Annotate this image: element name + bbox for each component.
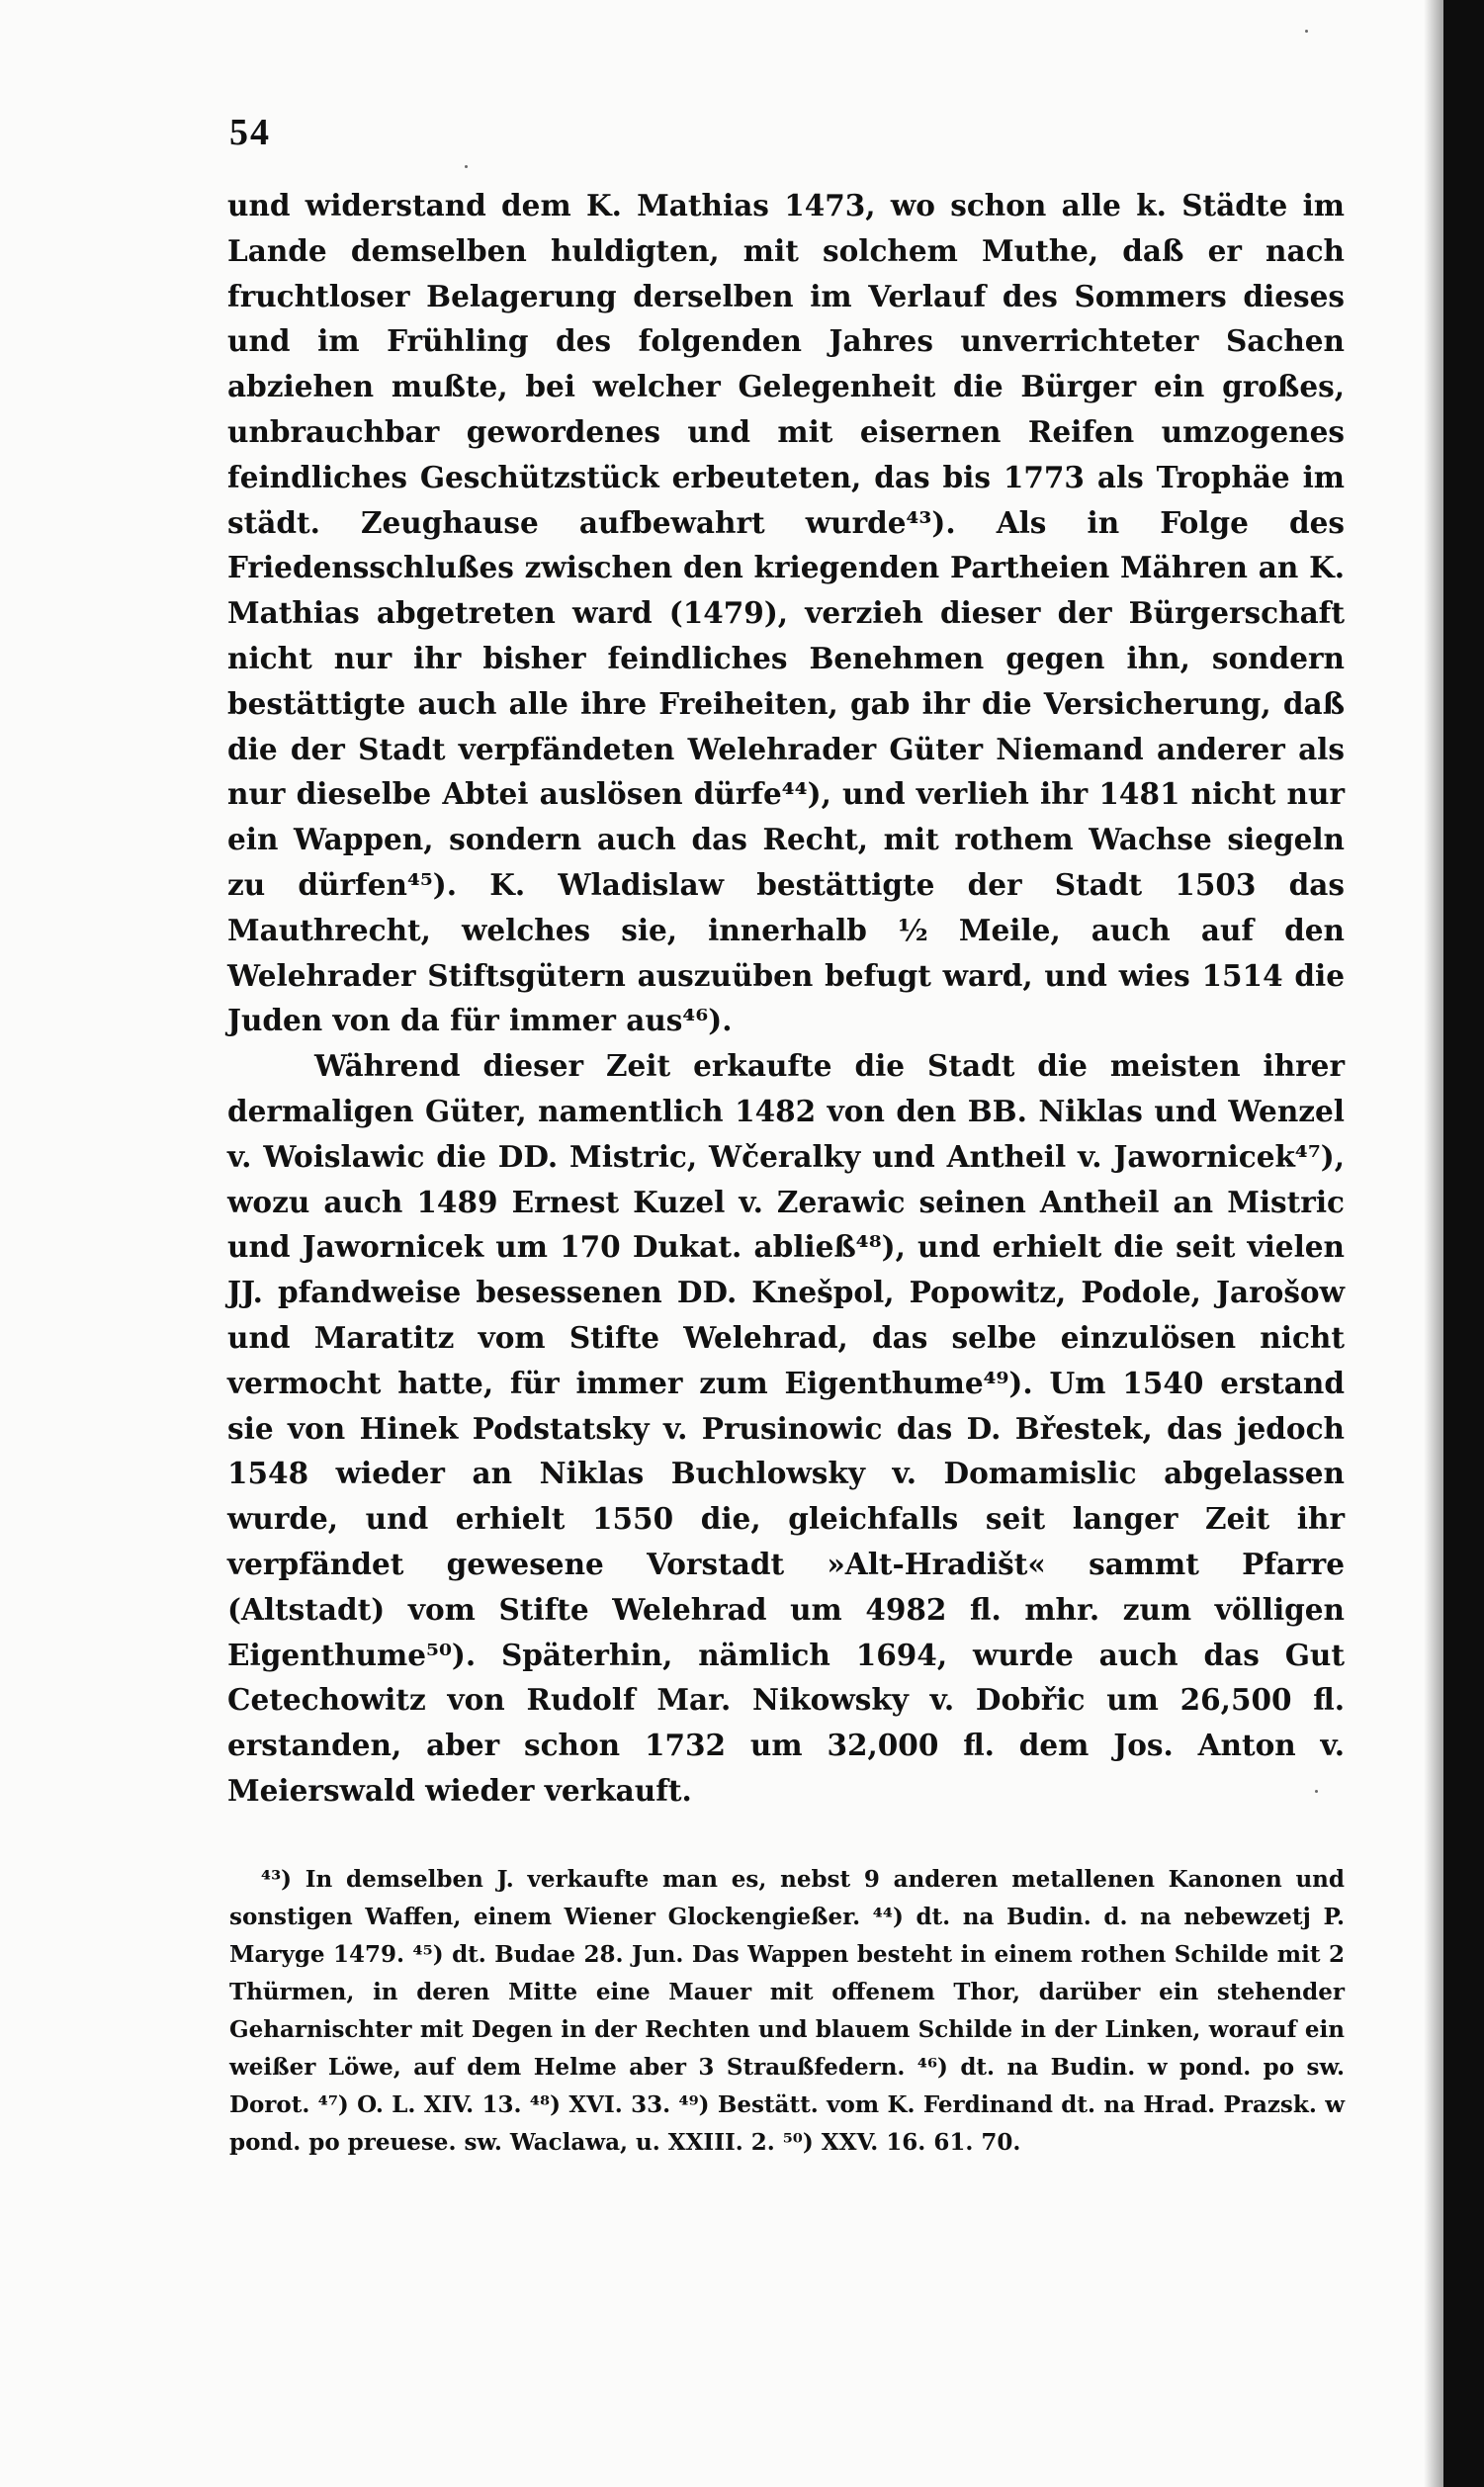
footnotes <box>229 1861 1345 2162</box>
main-text <box>227 183 1345 1814</box>
book-binding-edge <box>1443 0 1484 2487</box>
page-edge-shadow <box>1424 0 1443 2487</box>
page-number: 54 <box>229 112 271 153</box>
scan-speck <box>1305 30 1308 33</box>
footnotes-text: ⁴³) In demselben J. verkaufte man es, nebst 9 anderen metallenen Kanonen und sonstigen Waffen, einem Wiener Glockengießer. ⁴⁴) dt. na Budin. d. na nebewzetj P. Maryge 1479. ⁴⁵) dt. Budae 28. Jun. Das Wappen besteht in einem rothen Schilde mit 2 Thürmen, in deren Mitte eine Mauer mit offenem Thor, darüber ein stehender Geharnischter mit Degen in der Rechten und blauem Schilde in der Linken, worauf ein weißer Löwe, auf dem Helme aber 3 Straußfedern. ⁴⁶) dt. na Budin. w pond. po sw. Dorot. ⁴⁷) O. L. XIV. 13. ⁴⁸) XVI. 33. ⁴⁹) Bestätt. vom K. Ferdinand dt. na Hrad. Prazsk. w pond. po preuese. sw. Waclawa, u. XXIII. 2. ⁵⁰) XXV. 16. 61. 70. <box>229 1866 1345 2156</box>
scan-speck <box>465 165 468 168</box>
paragraph-2: Während dieser Zeit erkaufte die Stadt die meisten ihrer dermaligen Güter, namentlich 1482 von den BB. Niklas und Wenzel v. Woislawic die DD. Mistric, Wčeralky und Antheil v. Jawornicek⁴⁷), wozu auch 1489 Ernest Kuzel v. Zerawic seinen Antheil an Mistric und Jawornicek um 170 Dukat. abließ⁴⁸), und erhielt die seit vielen JJ. pfandweise besessenen DD. Knešpol, Popowitz, Podole, Jarošow und Maratitz vom Stifte Welehrad, das selbe einzulösen nicht vermocht hatte, für immer zum Eigenthume⁴⁹). Um 1540 erstand sie von Hinek Podstatsky v. Prusinowic das D. Břestek, das jedoch 1548 wieder an Niklas Buchlowsky v. Domamislic abgelassen wurde, und erhielt 1550 die, gleichfalls seit langer Zeit ihr verpfändet gewesene Vorstadt »Alt-Hradišt« sammt Pfarre (Altstadt) vom Stifte Welehrad um 4982 fl. mhr. zum völligen Eigenthume⁵⁰). Späterhin, nämlich 1694, wurde auch das Gut Cetechowitz von Rudolf Mar. Nikowsky v. Dobřic um 26,500 fl. erstanden, aber schon 1732 um 32,000 fl. dem Jos. Anton v. Meierswald wieder verkauft. <box>227 1048 1345 1808</box>
scan-speck <box>1315 1790 1318 1793</box>
paragraph-1: und widerstand dem K. Mathias 1473, wo schon alle k. Städte im Lande demselben huldigten, mit solchem Muthe, daß er nach fruchtloser Belagerung derselben im Verlauf des Sommers dieses und im Frühling des folgenden Jahres unverrichteter Sachen abziehen mußte, bei welcher Gelegenheit die Bürger ein großes, unbrauchbar gewordenes und mit eisernen Reifen umzogenes feindliches Geschützstück erbeuteten, das bis 1773 als Trophäe im städt. Zeughause aufbewahrt wurde⁴³). Als in Folge des Friedensschlußes zwischen den kriegenden Partheien Mähren an K. Mathias abgetreten ward (1479), verzieh dieser der Bürgerschaft nicht nur ihr bisher feindliches Benehmen gegen ihn, sondern bestättigte auch alle ihre Freiheiten, gab ihr die Versicherung, daß die der Stadt verpfändeten Welehrader Güter Niemand anderer als nur dieselbe Abtei auslösen dürfe⁴⁴), und verlieh ihr 1481 nicht nur ein Wappen, sondern auch das Recht, mit rothem Wachse siegeln zu dürfen⁴⁵). K. Wladislaw bestättigte der Stadt 1503 das Mauthrecht, welches sie, innerhalb ½ Meile, auch auf den Welehrader Stiftsgütern auszuüben befugt ward, und wies 1514 die Juden von da für immer aus⁴⁶). <box>227 188 1345 1038</box>
